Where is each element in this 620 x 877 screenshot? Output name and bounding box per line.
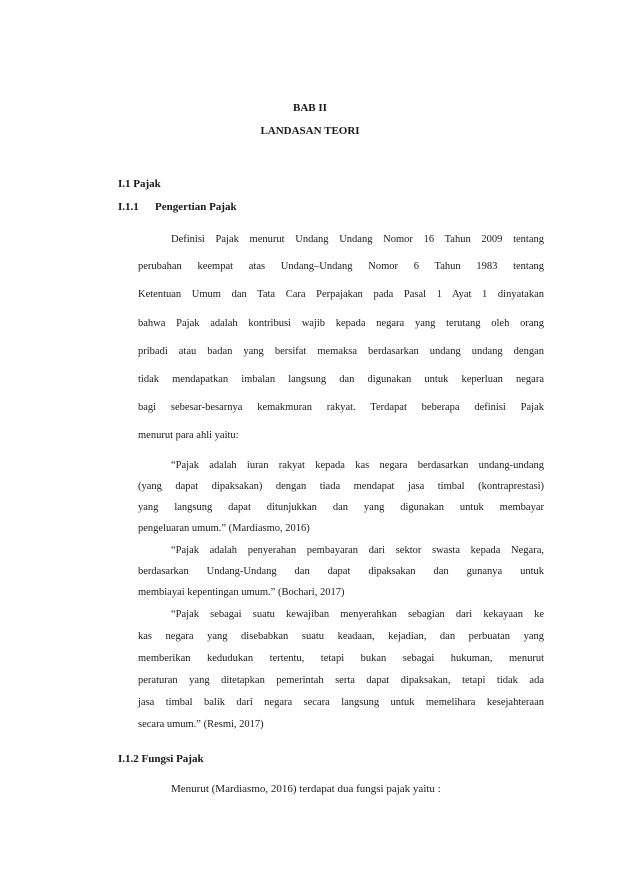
chapter-title: LANDASAN TEORI bbox=[260, 125, 360, 137]
subsection-title-pengertian: Pengertian Pajak bbox=[155, 201, 237, 213]
paragraph-fungsi: Menurut (Mardiasmo, 2016) terdapat dua fungsi pajak yaitu : bbox=[171, 783, 441, 795]
quote-line: kas negara yang disebabkan suatu keadaan, kejadian, dan perbuatan yang bbox=[138, 631, 544, 642]
chapter-number: BAB II bbox=[293, 102, 327, 114]
paragraph-line: Definisi Pajak menurut Undang Undang Nomor 16 Tahun 2009 tentang bbox=[171, 234, 544, 245]
quote-line: (yang dapat dipaksakan) dengan tiada mendapat jasa timbal (kontraprestasi) bbox=[138, 481, 544, 492]
quote-line: membiayai kepentingan umum.” (Bochari, 2017) bbox=[138, 587, 345, 598]
paragraph-line: Ketentuan Umum dan Tata Cara Perpajakan pada Pasal 1 Ayat 1 dinyatakan bbox=[138, 289, 544, 300]
quote-line: peraturan yang ditetapkan pemerintah serta dapat dipaksakan, tetapi tidak ada bbox=[138, 675, 544, 686]
paragraph-line: bagi sebesar-besarnya kemakmuran rakyat. Terdapat beberapa definisi Pajak bbox=[138, 402, 544, 413]
quote-line: pengeluaran umum.” (Mardiasmo, 2016) bbox=[138, 523, 310, 534]
quote-line: “Pajak adalah iuran rakyat kepada kas negara berdasarkan undang-undang bbox=[171, 460, 544, 471]
paragraph-line: tidak mendapatkan imbalan langsung dan digunakan untuk keperluan negara bbox=[138, 374, 544, 385]
paragraph-line: perubahan keempat atas Undang–Undang Nomor 6 Tahun 1983 tentang bbox=[138, 261, 544, 272]
quote-line: yang langsung dapat ditunjukkan dan yang digunakan untuk membayar bbox=[138, 502, 544, 513]
subsection-heading-fungsi: I.1.2 Fungsi Pajak bbox=[118, 753, 204, 765]
quote-line: “Pajak adalah penyerahan pembayaran dari sektor swasta kepada Negara, bbox=[171, 545, 544, 556]
quote-line: jasa timbal balik dari negara secara langsung untuk memelihara kesejahteraan bbox=[138, 697, 544, 708]
paragraph-line: bahwa Pajak adalah kontribusi wajib kepada negara yang terutang oleh orang bbox=[138, 318, 544, 329]
paragraph-line: pribadi atau badan yang bersifat memaksa berdasarkan undang undang dengan bbox=[138, 346, 544, 357]
quote-line: secara umum.” (Resmi, 2017) bbox=[138, 719, 264, 730]
quote-line: “Pajak sebagai suatu kewajiban menyerahkan sebagian dari kekayaan ke bbox=[171, 609, 544, 620]
subsection-number-pengertian: I.1.1 bbox=[118, 201, 139, 213]
paragraph-line: menurut para ahli yaitu: bbox=[138, 430, 239, 441]
quote-line: berdasarkan Undang-Undang dan dapat dipaksakan dan gunanya untuk bbox=[138, 566, 544, 577]
quote-line: memberikan kedudukan tertentu, tetapi bukan sebagai hukuman, menurut bbox=[138, 653, 544, 664]
section-heading-pajak: I.1 Pajak bbox=[118, 178, 161, 190]
